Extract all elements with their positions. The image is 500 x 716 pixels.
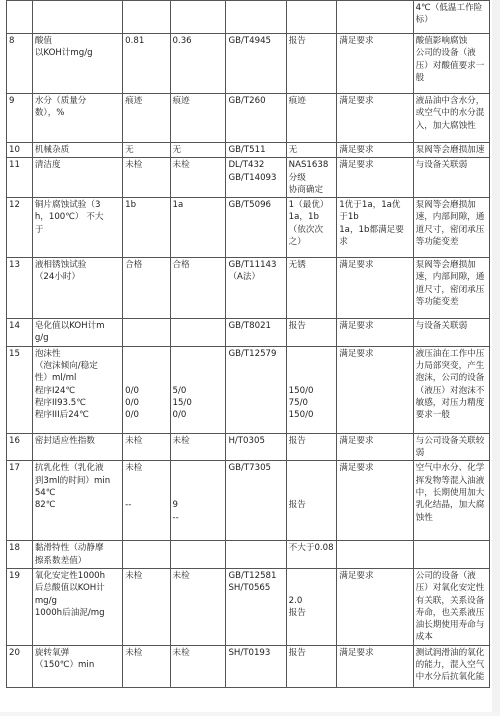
page-edge-right <box>492 0 500 716</box>
row-number-cell: 13 <box>7 258 33 319</box>
table-row <box>7 568 490 645</box>
sample-2-value-cell: 无 <box>170 143 226 158</box>
table-row <box>7 461 490 541</box>
spec-requirement-cell: 无 <box>286 143 337 158</box>
test-item-cell: 铜片腐蚀试验（3 h，100℃） 不大 于 <box>32 198 122 258</box>
test-standard-cell: H/T0305 <box>226 433 286 461</box>
test-standard-cell: GB/T511 <box>226 143 286 158</box>
sample-2-value-cell: 0.36 <box>170 34 226 94</box>
table-row <box>7 433 490 461</box>
table-row <box>7 346 490 433</box>
test-item-cell: 黏滑特性（动静摩 擦系数差值） <box>32 541 122 569</box>
spec-requirement-cell: 报告 <box>286 433 337 461</box>
sample-2-value-cell: 合格 <box>170 258 226 319</box>
remark-cell: 与公司设备关联较 弱 <box>413 433 489 461</box>
spec-requirement-cell: 无锈 <box>286 258 337 319</box>
test-standard-cell: GB/T260 <box>226 94 286 143</box>
spec-requirement-cell: 报告 <box>286 319 337 347</box>
row-number-cell: 19 <box>7 568 33 645</box>
table-row <box>7 541 490 569</box>
sample-1-value-cell: 0.81 <box>123 34 170 94</box>
sample-2-value-cell <box>170 541 226 569</box>
test-standard-cell: GB/T5096 <box>226 198 286 258</box>
spec-table <box>6 0 490 688</box>
remark-cell: 空气中水分、化学 挥发物等混入油液 中，长期使用加大 乳化结晶，加大腐 蚀性 <box>413 461 489 541</box>
sample-1-value-cell: 未检 <box>123 158 170 198</box>
sample-1-value-cell <box>123 541 170 569</box>
sample-1-value-cell <box>123 319 170 347</box>
row-number-cell: 9 <box>7 94 33 143</box>
conclusion-cell: 满足要求 <box>337 461 413 541</box>
row-number-cell <box>7 1 33 34</box>
test-item-cell: 旋转氧弹 （150℃）min <box>32 645 122 687</box>
spec-requirement-cell <box>286 1 337 34</box>
table-row <box>7 645 490 687</box>
test-item-cell: 液相锈蚀试验 （24小时） <box>32 258 122 319</box>
sample-1-value-cell: 1b <box>123 198 170 258</box>
conclusion-cell: 满足要求 <box>337 568 413 645</box>
remark-cell: 泵阀等会磨损加速 <box>413 143 489 158</box>
spec-requirement-cell: NAS1638 分级 协商确定 <box>286 158 337 198</box>
row-number-cell: 8 <box>7 34 33 94</box>
test-item-cell: 清洁度 <box>32 158 122 198</box>
remark-cell: 酸值影响腐蚀 公司的设备（液 压）对酸值要求一 般 <box>413 34 489 94</box>
table-row <box>7 319 490 347</box>
test-item-cell: 皂化值以KOH计m g/g <box>32 319 122 347</box>
sample-1-value-cell: 0/0 0/0 0/0 <box>123 346 170 433</box>
table-row <box>7 198 490 258</box>
sample-2-value-cell: 未检 <box>170 433 226 461</box>
conclusion-cell: 满足要求 <box>337 346 413 433</box>
spec-requirement-cell: 不大于0.08 <box>286 541 337 569</box>
test-standard-cell: GB/T12581 SH/T0565 <box>226 568 286 645</box>
sample-1-value-cell: 合格 <box>123 258 170 319</box>
test-item-cell: 抗乳化性（乳化液 到3ml的时间）min 54℃ 82℃ <box>32 461 122 541</box>
sample-2-value-cell: 1a <box>170 198 226 258</box>
spec-requirement-cell: 报告 <box>286 34 337 94</box>
conclusion-cell: 满足要求 <box>337 433 413 461</box>
conclusion-cell: 满足要求 <box>337 158 413 198</box>
conclusion-cell: 满足要求 <box>337 143 413 158</box>
row-number-cell: 14 <box>7 319 33 347</box>
sample-1-value-cell: 未检 <box>123 433 170 461</box>
table-row <box>7 258 490 319</box>
test-standard-cell <box>226 541 286 569</box>
conclusion-cell: 满足要求 <box>337 645 413 687</box>
table-row <box>7 158 490 198</box>
test-item-cell: 酸值 以KOH计mg/g <box>32 34 122 94</box>
test-item-cell: 机械杂质 <box>32 143 122 158</box>
remark-cell <box>413 541 489 569</box>
remark-cell: 液压油在工作中压 力局部突变，产生 泡沫，公司的设备 （液压）对泡沫不 敏感，对压力精度 要求一般 <box>413 346 489 433</box>
test-standard-cell: GB/T8021 <box>226 319 286 347</box>
spec-requirement-cell: 150/0 75/0 150/0 <box>286 346 337 433</box>
conclusion-cell <box>337 1 413 34</box>
remark-cell: 泵阀等会磨损加 速，内部间隙，通 道尺寸，密闭承压 等功能变差 <box>413 198 489 258</box>
table-row <box>7 94 490 143</box>
conclusion-cell: 满足要求 <box>337 34 413 94</box>
row-number-cell: 12 <box>7 198 33 258</box>
row-number-cell: 17 <box>7 461 33 541</box>
test-standard-cell: SH/T0193 <box>226 645 286 687</box>
test-item-cell: 密封适应性指数 <box>32 433 122 461</box>
test-standard-cell: DL/T432 GB/T14093 <box>226 158 286 198</box>
remark-cell: 液品油中含水分， 或空气中的水分混 入，加大腐蚀性 <box>413 94 489 143</box>
remark-cell: 与设备关联弱 <box>413 319 489 347</box>
remark-cell: 与设备关联弱 <box>413 158 489 198</box>
sample-2-value-cell: 痕迹 <box>170 94 226 143</box>
row-number-cell: 10 <box>7 143 33 158</box>
page-edge-bottom <box>0 712 500 716</box>
test-standard-cell: GB/T4945 <box>226 34 286 94</box>
conclusion-cell <box>337 541 413 569</box>
test-item-cell: 泡沫性 （泡沫倾向/稳定 性）ml/ml 程序I24℃ 程序II93.5℃ 程序III后24℃ <box>32 346 122 433</box>
test-standard-cell: GB/T7305 <box>226 461 286 541</box>
conclusion-cell: 1优于1a，1a优 于1b 1a，1b都满足要 求 <box>337 198 413 258</box>
sample-2-value-cell: 未检 <box>170 645 226 687</box>
remark-cell: 公司的设备（液 压）对氧化安定性 有关联，关系设备 寿命，也关系液压 油长期使用寿命与 成本 <box>413 568 489 645</box>
row-number-cell: 20 <box>7 645 33 687</box>
conclusion-cell: 满足要求 <box>337 258 413 319</box>
spec-requirement-cell: 报告 <box>286 645 337 687</box>
table-row <box>7 143 490 158</box>
sample-2-value-cell: 未检 <box>170 568 226 645</box>
sample-2-value-cell <box>170 319 226 347</box>
remark-cell: 泵阀等会磨损加 速，内部间隙，通 道尺寸，密闭承压 等功能变差 <box>413 258 489 319</box>
test-item-cell <box>32 1 122 34</box>
table-row <box>7 34 490 94</box>
spec-requirement-cell: 痕迹 <box>286 94 337 143</box>
row-number-cell: 15 <box>7 346 33 433</box>
sample-2-value-cell <box>170 1 226 34</box>
test-standard-cell: GB/T12579 <box>226 346 286 433</box>
test-item-cell: 氧化安定性1000h 后总酸值以KOH计 mg/g 1000h后油泥/mg <box>32 568 122 645</box>
test-item-cell: 水分（质量分 数），% <box>32 94 122 143</box>
row-number-cell: 11 <box>7 158 33 198</box>
spec-requirement-cell: 1（最优） 1a，1b （依次次 之） <box>286 198 337 258</box>
sample-2-value-cell: 5/0 15/0 0/0 <box>170 346 226 433</box>
sample-1-value-cell <box>123 1 170 34</box>
remark-cell: 测试润滑油的氧化 的能力，混入空气 中水分后抗氧化能 <box>413 645 489 687</box>
conclusion-cell: 满足要求 <box>337 94 413 143</box>
sample-2-value-cell: 9 -- <box>170 461 226 541</box>
sample-1-value-cell: 痕迹 <box>123 94 170 143</box>
remark-cell: 4℃（低温工作险 标） <box>413 1 489 34</box>
sample-1-value-cell: 未检 <box>123 568 170 645</box>
table-row <box>7 1 490 34</box>
spec-requirement-cell: 报告 <box>286 461 337 541</box>
sample-2-value-cell: 未检 <box>170 158 226 198</box>
sample-1-value-cell: 未检 <box>123 645 170 687</box>
test-standard-cell <box>226 1 286 34</box>
conclusion-cell: 满足要求 <box>337 319 413 347</box>
table-body <box>7 1 490 688</box>
sample-1-value-cell: 无 <box>123 143 170 158</box>
row-number-cell: 18 <box>7 541 33 569</box>
row-number-cell: 16 <box>7 433 33 461</box>
sample-1-value-cell: 未检 -- <box>123 461 170 541</box>
test-standard-cell: GB/T11143 （A法） <box>226 258 286 319</box>
spec-requirement-cell: 2.0 报告 <box>286 568 337 645</box>
